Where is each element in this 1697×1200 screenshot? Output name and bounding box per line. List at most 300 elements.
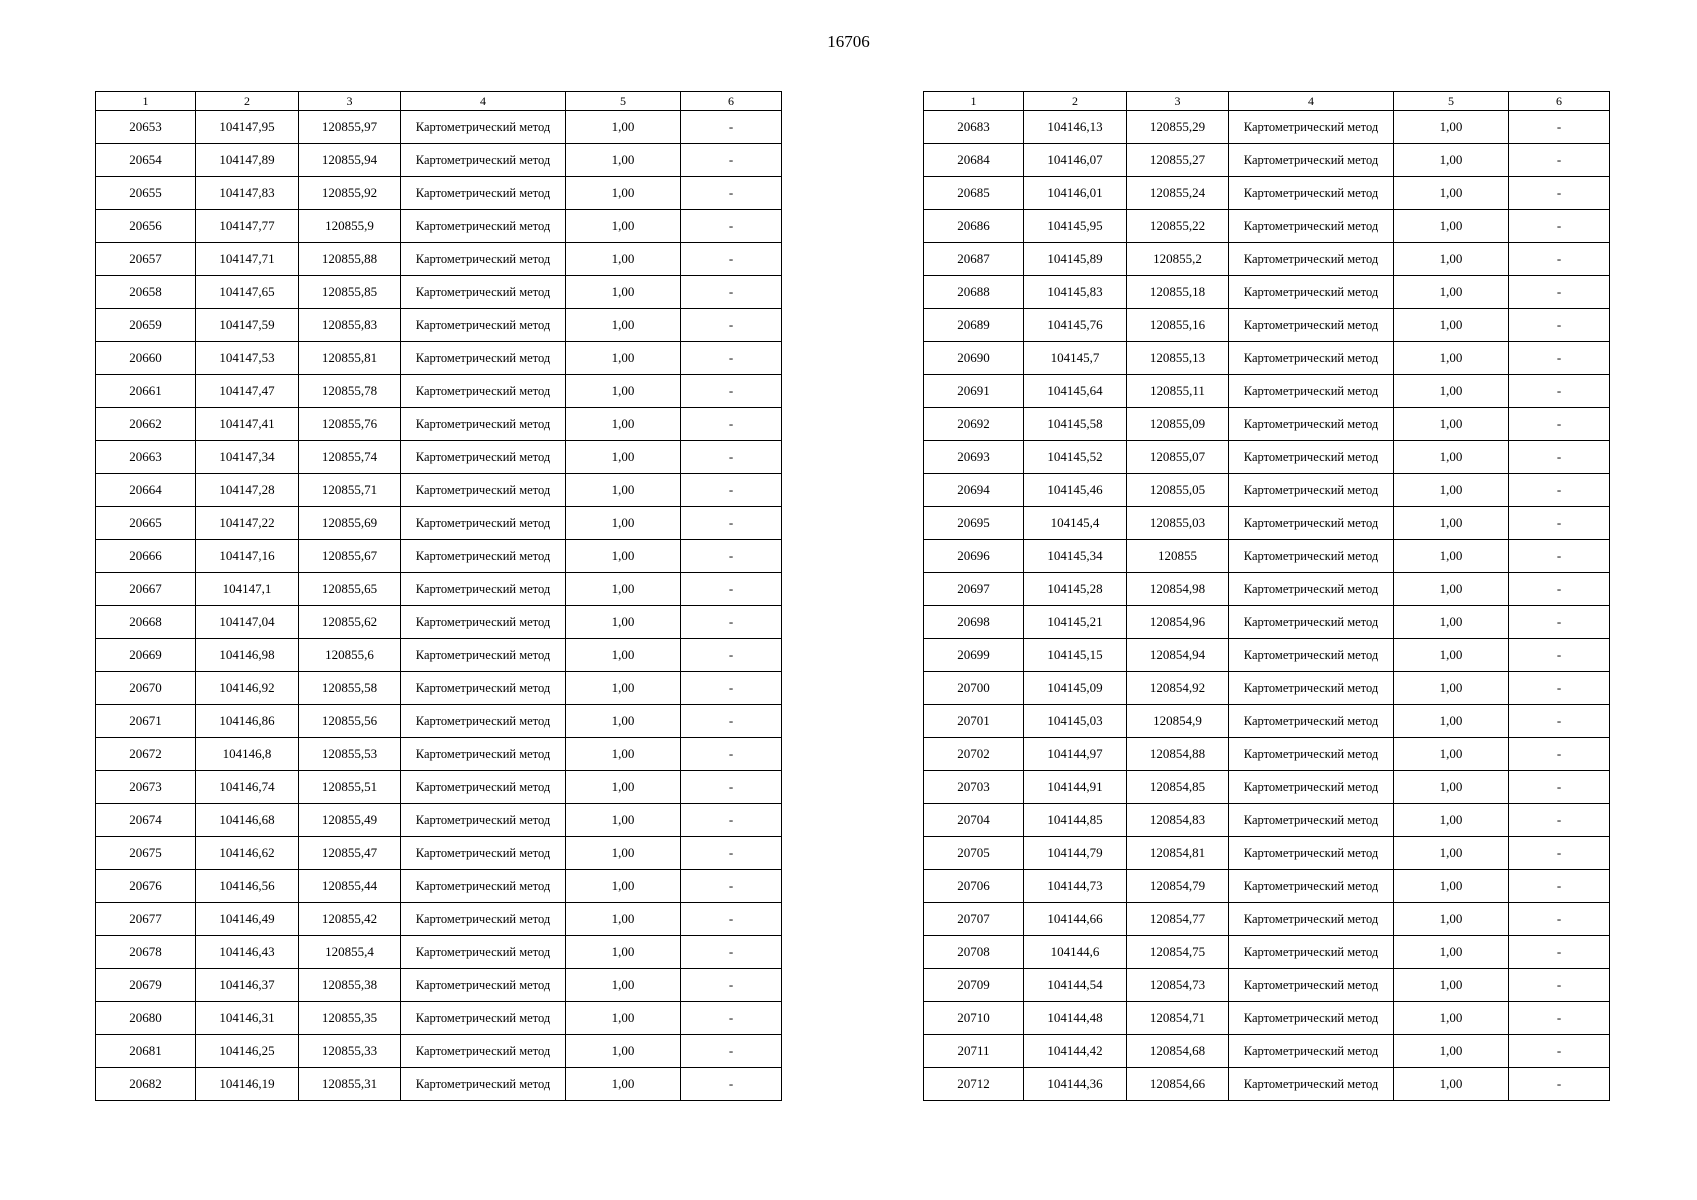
table-cell: Картометрический метод	[1229, 144, 1394, 177]
table-cell: -	[681, 705, 782, 738]
table-cell: 20665	[96, 507, 196, 540]
table-cell: -	[681, 1002, 782, 1035]
table-cell: 20672	[96, 738, 196, 771]
table-cell: Картометрический метод	[401, 903, 566, 936]
table-cell: 120854,66	[1127, 1068, 1229, 1101]
table-cell: 104147,77	[196, 210, 299, 243]
table-row	[96, 210, 782, 243]
table-cell: 1,00	[566, 177, 681, 210]
table-cell: 120855,33	[299, 1035, 401, 1068]
table-cell: 1,00	[1394, 903, 1509, 936]
table-cell: 20701	[924, 705, 1024, 738]
table-cell: -	[1509, 507, 1610, 540]
table-cell: 104145,09	[1024, 672, 1127, 705]
table-cell: 104146,98	[196, 639, 299, 672]
table-cell: 20708	[924, 936, 1024, 969]
table-cell: 20677	[96, 903, 196, 936]
table-cell: 120855,03	[1127, 507, 1229, 540]
table-cell: 20663	[96, 441, 196, 474]
table-row	[96, 705, 782, 738]
table-cell: Картометрический метод	[1229, 111, 1394, 144]
table-cell: 120855,42	[299, 903, 401, 936]
table-cell: Картометрический метод	[1229, 1035, 1394, 1068]
table-cell: 120855,16	[1127, 309, 1229, 342]
table-cell: -	[1509, 144, 1610, 177]
table-cell: 104146,37	[196, 969, 299, 1002]
table-row	[96, 903, 782, 936]
table-cell: 104145,03	[1024, 705, 1127, 738]
table-cell: 104147,28	[196, 474, 299, 507]
table-cell: Картометрический метод	[401, 969, 566, 1002]
table-cell: 20695	[924, 507, 1024, 540]
table-cell: -	[1509, 672, 1610, 705]
table-cell: Картометрический метод	[1229, 408, 1394, 441]
table-cell: 20698	[924, 606, 1024, 639]
table-cell: 1,00	[566, 837, 681, 870]
table-cell: 1,00	[1394, 408, 1509, 441]
table-cell: Картометрический метод	[401, 210, 566, 243]
table-row	[96, 639, 782, 672]
table-row	[924, 1068, 1610, 1101]
table-cell: Картометрический метод	[1229, 870, 1394, 903]
table-cell: 104145,7	[1024, 342, 1127, 375]
table-cell: 104144,85	[1024, 804, 1127, 837]
table-cell: -	[681, 573, 782, 606]
table-cell: Картометрический метод	[401, 111, 566, 144]
table-cell: Картометрический метод	[1229, 771, 1394, 804]
table-cell: 104144,91	[1024, 771, 1127, 804]
table-cell: -	[681, 507, 782, 540]
table-cell: 120855,9	[299, 210, 401, 243]
table-cell: 120854,92	[1127, 672, 1229, 705]
table-row	[96, 408, 782, 441]
table-row	[924, 474, 1610, 507]
table-cell: -	[681, 144, 782, 177]
table-cell: 20674	[96, 804, 196, 837]
table-cell: 120855,56	[299, 705, 401, 738]
table-cell: Картометрический метод	[1229, 474, 1394, 507]
table-row	[924, 606, 1610, 639]
table-cell: 1,00	[1394, 573, 1509, 606]
table-cell: 104145,34	[1024, 540, 1127, 573]
table-cell: 120855,2	[1127, 243, 1229, 276]
table-row	[924, 177, 1610, 210]
table-cell: -	[1509, 870, 1610, 903]
table-cell: 1,00	[566, 573, 681, 606]
table-cell: 20704	[924, 804, 1024, 837]
table-cell: 120855,69	[299, 507, 401, 540]
table-cell: 120855,47	[299, 837, 401, 870]
table-cell: 1,00	[1394, 111, 1509, 144]
column-header: 3	[299, 92, 401, 111]
table-cell: 20682	[96, 1068, 196, 1101]
table-cell: 104146,49	[196, 903, 299, 936]
table-cell: Картометрический метод	[1229, 375, 1394, 408]
table-cell: 120854,88	[1127, 738, 1229, 771]
table-cell: 1,00	[566, 804, 681, 837]
table-cell: 120855,65	[299, 573, 401, 606]
table-cell: 20712	[924, 1068, 1024, 1101]
table-cell: 1,00	[1394, 309, 1509, 342]
table-cell: 20685	[924, 177, 1024, 210]
table-cell: Картометрический метод	[1229, 309, 1394, 342]
table-cell: 120855,67	[299, 540, 401, 573]
table-cell: Картометрический метод	[401, 705, 566, 738]
table-cell: 104145,46	[1024, 474, 1127, 507]
table-body	[924, 92, 1610, 1101]
table-cell: 104146,92	[196, 672, 299, 705]
table-cell: -	[681, 804, 782, 837]
table-cell: 1,00	[1394, 507, 1509, 540]
table-cell: 1,00	[1394, 738, 1509, 771]
table-cell: 1,00	[1394, 639, 1509, 672]
table-cell: 1,00	[1394, 1002, 1509, 1035]
table-cell: 104145,21	[1024, 606, 1127, 639]
table-cell: 1,00	[566, 507, 681, 540]
table-row	[96, 672, 782, 705]
table-cell: 1,00	[1394, 606, 1509, 639]
table-cell: 20709	[924, 969, 1024, 1002]
table-cell: 104146,68	[196, 804, 299, 837]
table-cell: 20699	[924, 639, 1024, 672]
table-cell: 120855,4	[299, 936, 401, 969]
table-cell: 120855,18	[1127, 276, 1229, 309]
column-header: 4	[1229, 92, 1394, 111]
table-cell: Картометрический метод	[1229, 507, 1394, 540]
table-cell: Картометрический метод	[401, 573, 566, 606]
table-cell: 104147,89	[196, 144, 299, 177]
table-cell: 1,00	[1394, 474, 1509, 507]
table-row	[924, 1002, 1610, 1035]
table-cell: Картометрический метод	[1229, 936, 1394, 969]
table-row	[924, 639, 1610, 672]
table-cell: Картометрический метод	[401, 144, 566, 177]
table-cell: 120855,07	[1127, 441, 1229, 474]
table-row	[924, 309, 1610, 342]
table-cell: 20692	[924, 408, 1024, 441]
table-cell: 20664	[96, 474, 196, 507]
coordinates-table-left	[95, 91, 782, 1101]
table-row	[924, 738, 1610, 771]
table-cell: 1,00	[1394, 243, 1509, 276]
table-row	[96, 1035, 782, 1068]
table-cell: 104144,48	[1024, 1002, 1127, 1035]
table-cell: 20671	[96, 705, 196, 738]
table-cell: 104146,31	[196, 1002, 299, 1035]
table-cell: 104147,47	[196, 375, 299, 408]
column-header: 5	[566, 92, 681, 111]
table-cell: 104147,1	[196, 573, 299, 606]
table-cell: -	[681, 1035, 782, 1068]
table-row	[96, 276, 782, 309]
table-cell: 120854,77	[1127, 903, 1229, 936]
table-cell: 20653	[96, 111, 196, 144]
table-cell: 104146,62	[196, 837, 299, 870]
table-cell: -	[1509, 738, 1610, 771]
table-cell: 104146,43	[196, 936, 299, 969]
table-cell: -	[681, 672, 782, 705]
table-cell: Картометрический метод	[401, 309, 566, 342]
table-cell: 104145,76	[1024, 309, 1127, 342]
table-cell: 20688	[924, 276, 1024, 309]
table-cell: 20659	[96, 309, 196, 342]
table-cell: -	[681, 936, 782, 969]
table-cell: 104146,74	[196, 771, 299, 804]
table-cell: Картометрический метод	[401, 837, 566, 870]
table-cell: 1,00	[1394, 342, 1509, 375]
table-cell: Картометрический метод	[1229, 276, 1394, 309]
table-cell: 104147,83	[196, 177, 299, 210]
table-cell: Картометрический метод	[1229, 177, 1394, 210]
table-cell: 120855,62	[299, 606, 401, 639]
table-cell: 120855,71	[299, 474, 401, 507]
table-cell: 1,00	[566, 705, 681, 738]
table-cell: -	[1509, 342, 1610, 375]
table-cell: 120855,81	[299, 342, 401, 375]
table-cell: 1,00	[566, 969, 681, 1002]
table-body	[96, 92, 782, 1101]
table-cell: Картометрический метод	[1229, 903, 1394, 936]
table-cell: -	[1509, 705, 1610, 738]
table-cell: -	[1509, 111, 1610, 144]
table-cell: 1,00	[566, 936, 681, 969]
table-row	[924, 243, 1610, 276]
table-cell: -	[681, 342, 782, 375]
table-cell: -	[681, 375, 782, 408]
table-cell: 104145,83	[1024, 276, 1127, 309]
table-cell: 20670	[96, 672, 196, 705]
table-row	[96, 309, 782, 342]
table-row	[96, 342, 782, 375]
table-cell: 20660	[96, 342, 196, 375]
table-cell: 120855,76	[299, 408, 401, 441]
table-cell: 1,00	[1394, 672, 1509, 705]
table-cell: Картометрический метод	[401, 408, 566, 441]
table-cell: Картометрический метод	[1229, 1068, 1394, 1101]
table-cell: 1,00	[1394, 837, 1509, 870]
table-cell: 120855,94	[299, 144, 401, 177]
table-row	[96, 144, 782, 177]
table-cell: 20710	[924, 1002, 1024, 1035]
table-row	[924, 573, 1610, 606]
table-cell: -	[681, 540, 782, 573]
table-cell: 20661	[96, 375, 196, 408]
table-cell: -	[1509, 837, 1610, 870]
table-cell: -	[681, 276, 782, 309]
table-cell: 20696	[924, 540, 1024, 573]
table-cell: Картометрический метод	[1229, 342, 1394, 375]
table-row	[924, 870, 1610, 903]
table-cell: Картометрический метод	[401, 1035, 566, 1068]
table-cell: 20669	[96, 639, 196, 672]
table-cell: Картометрический метод	[1229, 639, 1394, 672]
table-cell: 120854,73	[1127, 969, 1229, 1002]
table-cell: 20684	[924, 144, 1024, 177]
table-row	[924, 771, 1610, 804]
table-row	[924, 375, 1610, 408]
table-cell: -	[1509, 474, 1610, 507]
table-cell: 120854,68	[1127, 1035, 1229, 1068]
table-cell: 120854,94	[1127, 639, 1229, 672]
table-cell: 20707	[924, 903, 1024, 936]
table-cell: 20657	[96, 243, 196, 276]
table-cell: Картометрический метод	[1229, 1002, 1394, 1035]
table-row	[96, 573, 782, 606]
table-cell: 120854,83	[1127, 804, 1229, 837]
table-cell: 1,00	[566, 540, 681, 573]
table-cell: 20706	[924, 870, 1024, 903]
table-cell: Картометрический метод	[1229, 705, 1394, 738]
table-row	[96, 540, 782, 573]
table-cell: 1,00	[566, 1068, 681, 1101]
table-cell: 1,00	[1394, 276, 1509, 309]
table-cell: Картометрический метод	[401, 870, 566, 903]
table-cell: Картометрический метод	[401, 771, 566, 804]
table-cell: 104144,66	[1024, 903, 1127, 936]
table-cell: 1,00	[566, 903, 681, 936]
table-cell: 120855,83	[299, 309, 401, 342]
table-row	[924, 276, 1610, 309]
table-cell: 20680	[96, 1002, 196, 1035]
table-cell: 1,00	[566, 639, 681, 672]
table-row	[96, 738, 782, 771]
table-cell: -	[1509, 243, 1610, 276]
table-cell: Картометрический метод	[1229, 969, 1394, 1002]
table-cell: -	[1509, 408, 1610, 441]
column-header: 2	[196, 92, 299, 111]
table-cell: -	[681, 903, 782, 936]
table-cell: 120855,88	[299, 243, 401, 276]
table-cell: Картометрический метод	[1229, 738, 1394, 771]
column-header: 3	[1127, 92, 1229, 111]
table-cell: -	[1509, 804, 1610, 837]
table-cell: 1,00	[566, 771, 681, 804]
table-cell: 120855,53	[299, 738, 401, 771]
table-cell: Картометрический метод	[401, 738, 566, 771]
table-cell: -	[1509, 441, 1610, 474]
page-number: 16706	[827, 32, 870, 51]
table-cell: 104147,41	[196, 408, 299, 441]
table-cell: 20673	[96, 771, 196, 804]
table-cell: -	[681, 606, 782, 639]
table-cell: Картометрический метод	[401, 507, 566, 540]
table-cell: -	[681, 111, 782, 144]
table-cell: 1,00	[1394, 375, 1509, 408]
table-cell: Картометрический метод	[401, 639, 566, 672]
header-row	[924, 92, 1610, 111]
table-cell: 20683	[924, 111, 1024, 144]
table-cell: 1,00	[566, 1035, 681, 1068]
table-cell: -	[1509, 606, 1610, 639]
table-row	[924, 969, 1610, 1002]
table-cell: -	[681, 441, 782, 474]
table-row	[924, 540, 1610, 573]
table-cell: 104144,36	[1024, 1068, 1127, 1101]
table-cell: -	[1509, 771, 1610, 804]
table-cell: 20678	[96, 936, 196, 969]
table-cell: 1,00	[566, 606, 681, 639]
table-cell: Картометрический метод	[1229, 672, 1394, 705]
table-cell: 104147,59	[196, 309, 299, 342]
table-cell: 120854,85	[1127, 771, 1229, 804]
table-cell: 104146,13	[1024, 111, 1127, 144]
table-cell: 104144,97	[1024, 738, 1127, 771]
table-cell: 120855,97	[299, 111, 401, 144]
table-cell: 104145,89	[1024, 243, 1127, 276]
table-cell: 120854,98	[1127, 573, 1229, 606]
table-cell: 20691	[924, 375, 1024, 408]
table-cell: 120855,85	[299, 276, 401, 309]
table-cell: 104144,42	[1024, 1035, 1127, 1068]
table-cell: 104144,6	[1024, 936, 1127, 969]
table-cell: Картометрический метод	[401, 672, 566, 705]
table-cell: -	[681, 474, 782, 507]
table-cell: 120855,22	[1127, 210, 1229, 243]
table-cell: 120855,58	[299, 672, 401, 705]
table-cell: 104146,56	[196, 870, 299, 903]
table-row	[96, 606, 782, 639]
column-header: 4	[401, 92, 566, 111]
table-cell: 1,00	[1394, 870, 1509, 903]
table-cell: 104146,86	[196, 705, 299, 738]
table-cell: 104145,15	[1024, 639, 1127, 672]
table-cell: 1,00	[1394, 1068, 1509, 1101]
table-cell: 20679	[96, 969, 196, 1002]
table-cell: 120854,71	[1127, 1002, 1229, 1035]
table-cell: -	[1509, 210, 1610, 243]
table-cell: 104147,53	[196, 342, 299, 375]
table-cell: 1,00	[566, 441, 681, 474]
table-cell: -	[1509, 375, 1610, 408]
table-cell: Картометрический метод	[401, 342, 566, 375]
column-header: 2	[1024, 92, 1127, 111]
table-cell: Картометрический метод	[1229, 243, 1394, 276]
table-row	[96, 936, 782, 969]
table-row	[924, 342, 1610, 375]
table-cell: 1,00	[1394, 936, 1509, 969]
table-cell: 104145,52	[1024, 441, 1127, 474]
table-cell: Картометрический метод	[1229, 606, 1394, 639]
table-cell: 120855,74	[299, 441, 401, 474]
table-cell: 104146,8	[196, 738, 299, 771]
table-cell: Картометрический метод	[1229, 210, 1394, 243]
table-cell: 120855,51	[299, 771, 401, 804]
table-cell: -	[681, 1068, 782, 1101]
table-cell: 120855,05	[1127, 474, 1229, 507]
table-cell: 104146,01	[1024, 177, 1127, 210]
table-cell: 1,00	[566, 672, 681, 705]
table-cell: 20697	[924, 573, 1024, 606]
table-cell: -	[681, 408, 782, 441]
table-cell: -	[681, 837, 782, 870]
table-cell: 1,00	[1394, 210, 1509, 243]
table-cell: -	[681, 771, 782, 804]
table-cell: -	[681, 177, 782, 210]
table-cell: 20666	[96, 540, 196, 573]
table-cell: -	[1509, 639, 1610, 672]
table-cell: 20654	[96, 144, 196, 177]
table-cell: 104145,95	[1024, 210, 1127, 243]
table-cell: Картометрический метод	[401, 177, 566, 210]
table-cell: 120855,29	[1127, 111, 1229, 144]
table-cell: -	[1509, 276, 1610, 309]
table-row	[924, 210, 1610, 243]
table-cell: 104144,54	[1024, 969, 1127, 1002]
table-cell: 1,00	[1394, 969, 1509, 1002]
table-cell: Картометрический метод	[1229, 573, 1394, 606]
table-cell: Картометрический метод	[401, 1068, 566, 1101]
table-cell: 20702	[924, 738, 1024, 771]
